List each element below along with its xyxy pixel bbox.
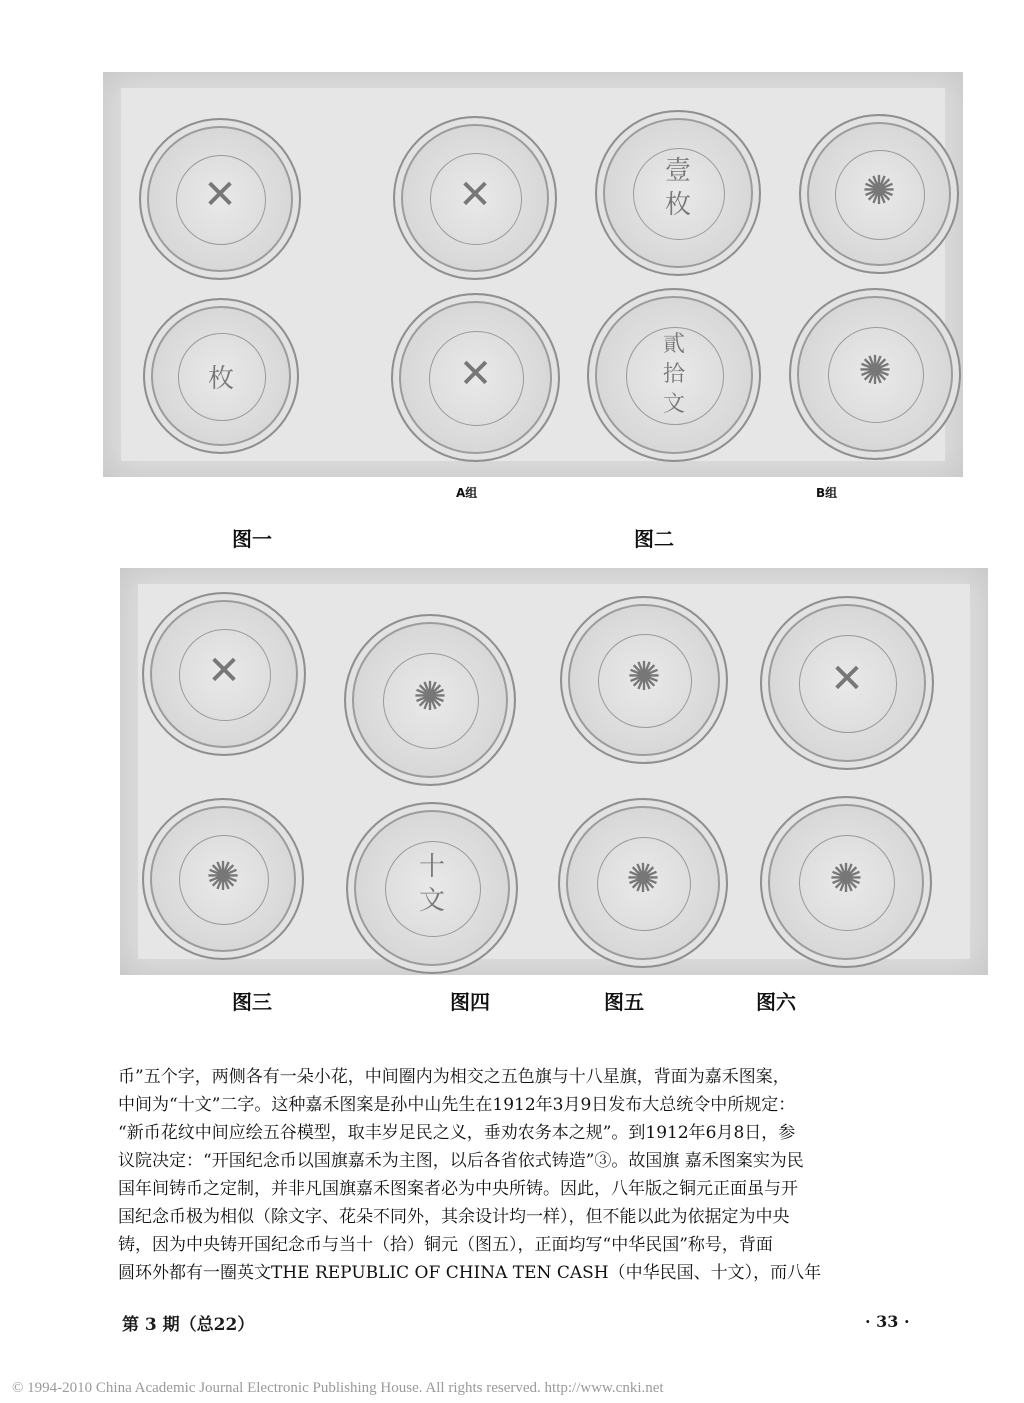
coin-glyph: 壹 枚 xyxy=(664,156,691,220)
article-body xyxy=(118,1063,948,1287)
coin-fig3-reverse xyxy=(142,798,304,960)
coin-fig6-reverse xyxy=(760,796,932,968)
coin-plate-top-inner xyxy=(121,88,945,461)
body-line: 国纪念币极为相似（除文字、花朵不同外，其余设计均一样），但不能以此为依据定为中央 xyxy=(118,1207,790,1227)
group-a-label: A组 xyxy=(456,486,478,500)
coin-fig4-reverse xyxy=(346,802,518,974)
body-line: 币”五个字，两侧各有一朵小花，中间圈内为相交之五色旗与十八星旗，背面为嘉禾图案， xyxy=(118,1067,790,1087)
coin-glyph: ✺ xyxy=(627,654,661,700)
coin-glyph: ✕ xyxy=(203,172,237,218)
coin-glyph: ✺ xyxy=(413,674,447,720)
coin-group-a-obverse xyxy=(393,116,557,280)
body-line: 铸，因为中央铸开国纪念币与当十（拾）铜元（图五），正面均写“中华民国”称号，背面 xyxy=(118,1235,773,1255)
figure-5-label: 图五 xyxy=(604,990,644,1014)
coin-fig1-obverse xyxy=(139,118,301,280)
group-b-label: B组 xyxy=(816,486,838,500)
coin-glyph: 貳 拾 文 xyxy=(662,332,685,417)
coin-glyph: ✺ xyxy=(626,856,660,902)
coin-group-a-reverse-2 xyxy=(587,288,761,462)
figure-3-label: 图三 xyxy=(232,990,272,1014)
coin-fig6-obverse xyxy=(760,596,934,770)
coin-glyph: ✺ xyxy=(206,854,240,900)
coin-group-b-obverse-2 xyxy=(789,288,961,460)
coin-glyph: 枚 xyxy=(207,364,234,394)
coin-group-a-obverse-2 xyxy=(391,293,560,462)
coin-glyph: ✕ xyxy=(458,172,492,218)
body-line: “新币花纹中间应绘五谷模型，取丰岁足民之义，垂劝农务本之规”。到1912年6月8日，参 xyxy=(118,1123,796,1143)
copyright-notice: © 1994-2010 China Academic Journal Electronic Publishing House. All rights reserved. http://www.cnki.net xyxy=(12,1380,664,1396)
coin-glyph: ✕ xyxy=(207,648,241,694)
coin-plate-bottom xyxy=(120,568,988,975)
coin-fig5-reverse xyxy=(558,798,728,968)
coin-group-a-reverse xyxy=(595,110,761,276)
figure-1-label: 图一 xyxy=(232,527,272,551)
coin-glyph: ✕ xyxy=(830,656,864,702)
coin-glyph: ✕ xyxy=(458,351,493,397)
page-number: · 33 · xyxy=(865,1312,910,1331)
coin-glyph: ✺ xyxy=(862,168,896,214)
coin-glyph: ✺ xyxy=(829,856,863,902)
coin-fig5-obverse xyxy=(560,596,728,764)
issue-number: 第 3 期（总22） xyxy=(122,1315,255,1335)
coin-fig4-obverse xyxy=(344,614,516,786)
body-line: 中间为“十文”二字。这种嘉禾图案是孙中山先生在1912年3月9日发布大总统令中所规定： xyxy=(118,1095,796,1115)
body-line: 圆环外都有一圈英文THE REPUBLIC OF CHINA TEN CASH（中华民国、十文），而八年 xyxy=(118,1263,822,1283)
body-line: 议院决定：“开国纪念币以国旗嘉禾为主图，以后各省依式铸造”③。故国旗 嘉禾图案实为民 xyxy=(118,1151,804,1171)
coin-plate-bottom-inner xyxy=(138,584,970,959)
body-line: 国年间铸币之定制，并非凡国旗嘉禾图案者必为中央所铸。因此，八年版之铜元正面虽与开 xyxy=(118,1179,798,1199)
coin-glyph: ✺ xyxy=(858,348,892,394)
coin-group-b-obverse xyxy=(799,114,959,274)
coin-plate-top xyxy=(103,72,963,477)
figure-2-label: 图二 xyxy=(634,527,674,551)
coin-fig3-obverse xyxy=(142,592,306,756)
figure-4-label: 图四 xyxy=(450,990,490,1014)
figure-6-label: 图六 xyxy=(756,990,796,1014)
coin-fig1-reverse xyxy=(143,298,299,454)
coin-glyph: 十 文 xyxy=(418,852,445,916)
